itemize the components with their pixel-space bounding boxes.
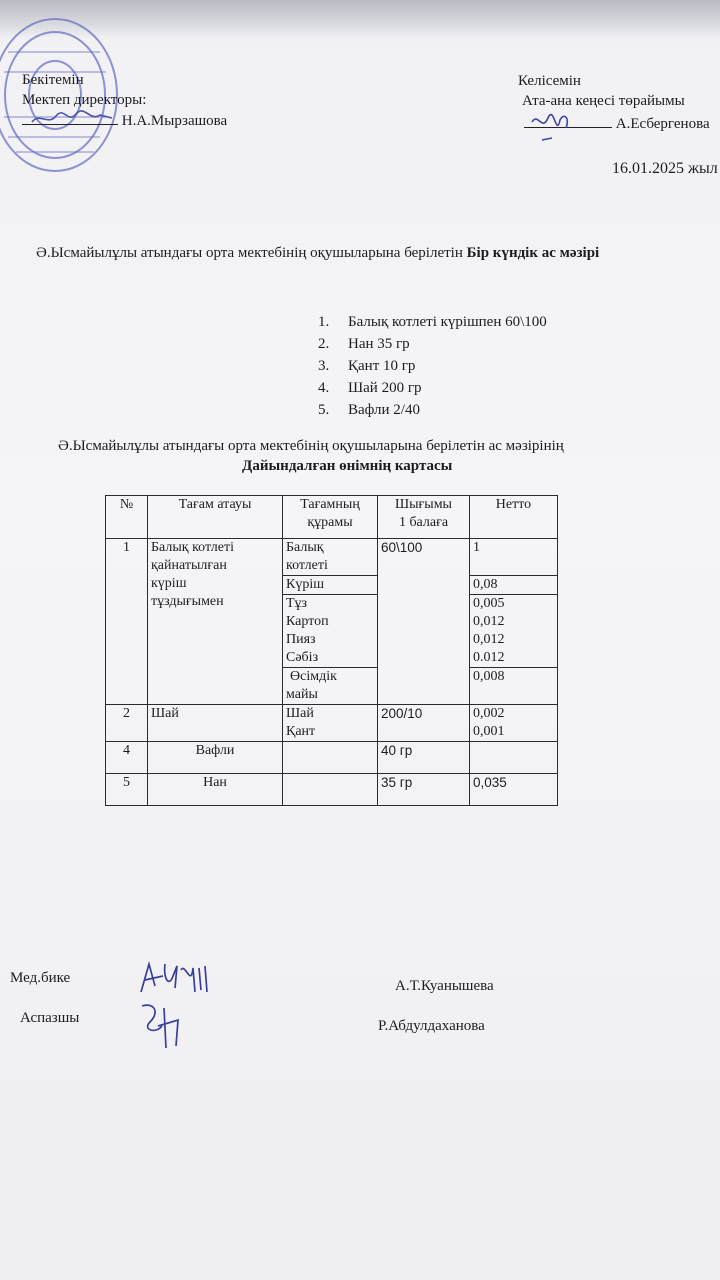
row1-yield: 60\100 [378, 539, 470, 705]
row3-ingredients [283, 742, 378, 774]
menu-heading-bold: Бір күндік ас мәзірі [466, 245, 600, 261]
row4-yield: 35 гр [378, 774, 470, 806]
header-dish: Тағам атауы [148, 496, 283, 539]
approval-left-title: Бекітемін [22, 72, 84, 88]
nurse-signature-icon [135, 958, 215, 998]
table-row [106, 705, 558, 742]
row3-yield: 40 гр [378, 742, 470, 774]
row4-num: 5 [106, 774, 148, 806]
row2-dish: Шай [148, 705, 283, 742]
menu-heading [36, 245, 599, 262]
row4-netto: 0,035 [470, 774, 558, 806]
approval-left-name: Н.А.Мырзашова [121, 113, 228, 129]
row3-netto [470, 742, 558, 774]
nurse-name: А.Т.Куанышева [395, 978, 494, 994]
list-item: 2. Нан 35 гр [318, 336, 410, 352]
row3-num: 4 [106, 742, 148, 774]
cook-role: Аспазшы [20, 1010, 80, 1026]
list-item: 4. Шай 200 гр [318, 380, 422, 396]
list-item: 1. Балық котлеті күрішпен 60\100 [318, 314, 547, 330]
row2-ingredients: Шай Қант [283, 705, 378, 742]
cook-signature-icon [134, 1000, 190, 1052]
card-heading-line1: Ә.Ысмайылұлы атындағы орта мектебінің оқушыларына берілетін ас мәзірінің [58, 438, 564, 454]
document-date: 16.01.2025 жыл [612, 160, 718, 177]
row1-netto-rice: 0,08 [470, 576, 558, 595]
row1-ingredient-oil: Өсімдік майы [283, 668, 378, 705]
cook-name: Р.Абдулдаханова [378, 1018, 485, 1034]
product-card-table [105, 495, 558, 806]
row4-ingredients [283, 774, 378, 806]
menu-heading-prefix: Ә.Ысмайылұлы атындағы орта мектебінің оқушыларына берілетін [36, 245, 463, 261]
list-item: 5. Вафли 2/40 [318, 402, 420, 418]
table-header-row [106, 496, 558, 539]
row1-ingredient-rice: Күріш [283, 576, 378, 595]
header-netto: Нетто [470, 496, 558, 539]
row1-num: 1 [106, 539, 148, 705]
approval-right-title: Келісемін [518, 73, 581, 89]
row1-ingredient-veg: Тұз Картоп Пияз Сәбіз [283, 595, 378, 668]
nurse-role: Мед.бике [10, 970, 71, 986]
approval-right-name: А.Есбергенова [615, 116, 710, 132]
daily-menu-list [318, 311, 547, 421]
list-item: 3. Қант 10 гр [318, 358, 416, 374]
table-row [106, 774, 558, 806]
table-row [106, 742, 558, 774]
header-yield: Шығымы 1 балаға [378, 496, 470, 539]
row1-dish: Балық котлеті қайнатылған күріш тұздығымен [148, 539, 283, 705]
card-heading-line2: Дайындалған өнімнің картасы [242, 458, 453, 474]
header-num: № [106, 496, 148, 539]
row1-netto-veg: 0,005 0,012 0,012 0.012 [470, 595, 558, 668]
approval-left-position: Мектеп директоры: [22, 92, 147, 108]
parent-council-signature-icon [528, 108, 576, 144]
approval-right-position: Ата-ана кеңесі төрайымы [522, 93, 685, 109]
row1-netto-oil: 0,008 [470, 668, 558, 705]
row2-yield: 200/10 [378, 705, 470, 742]
row4-dish: Нан [148, 774, 283, 806]
row3-dish: Вафли [148, 742, 283, 774]
table-row [106, 539, 558, 576]
row1-ingredient-fish: Балық котлеті [283, 539, 378, 576]
row2-netto: 0,002 0,001 [470, 705, 558, 742]
header-composition: Тағамның құрамы [283, 496, 378, 539]
director-signature-icon [28, 106, 118, 130]
row2-num: 2 [106, 705, 148, 742]
row1-netto-fish: 1 [470, 539, 558, 576]
